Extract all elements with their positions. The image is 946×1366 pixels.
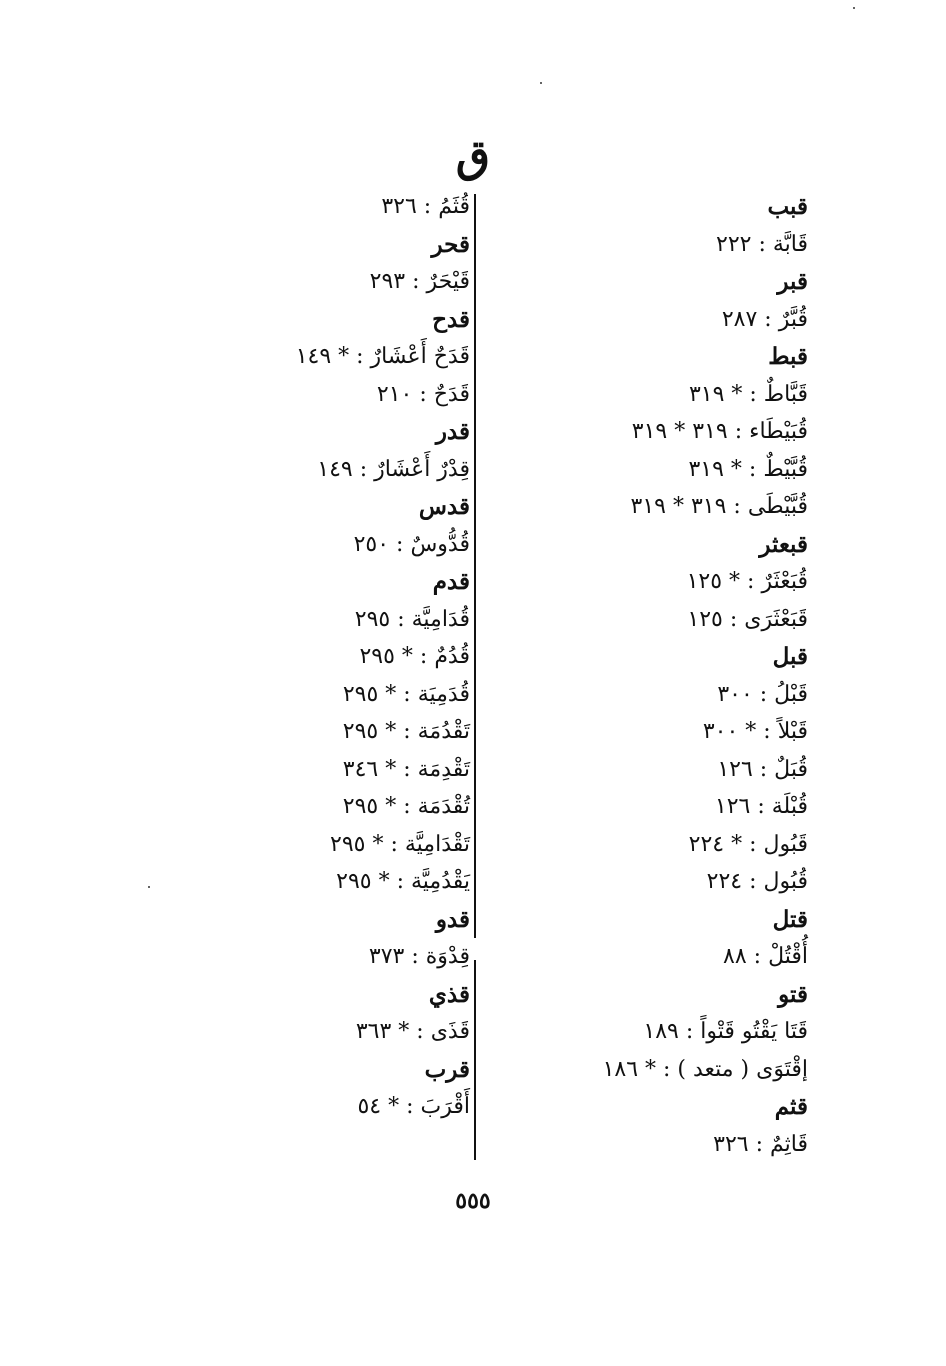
index-entry: قُدُّوسٌ : ٢٥٠ bbox=[353, 531, 470, 557]
index-entry: قَبْلاً : * ٣٠٠ bbox=[702, 719, 808, 744]
root-heading: قدم bbox=[432, 568, 470, 595]
index-entry: قُدَامِيَّة : ٢٩٥ bbox=[354, 606, 470, 632]
column-divider-upper bbox=[474, 194, 476, 938]
index-entry: أُقْتُلْ : ٨٨ bbox=[723, 944, 808, 969]
index-entry: قَدَحٌ : ٢١٠ bbox=[376, 381, 470, 407]
index-entry: تَقْدَامِيَّة : * ٢٩٥ bbox=[330, 831, 470, 857]
root-heading: قحر bbox=[431, 230, 470, 258]
index-column-left bbox=[170, 188, 470, 1126]
root-heading: قدو bbox=[435, 905, 470, 933]
index-entry: إقْتَوَى ( متعد ) : * ١٨٦ bbox=[602, 1056, 808, 1082]
index-entry: قِدْوَة : ٣٧٣ bbox=[368, 944, 470, 969]
root-heading: قدر bbox=[435, 418, 470, 445]
root-heading: قبر bbox=[777, 268, 808, 295]
index-entry: قُثَمُ : ٣٢٦ bbox=[381, 194, 470, 219]
index-entry: قُبُول : ٢٢٤ bbox=[706, 869, 808, 894]
index-entry: قُدَمِيَة : * ٢٩٥ bbox=[342, 681, 470, 707]
column-divider-lower bbox=[474, 960, 476, 1160]
root-heading: قتل bbox=[772, 905, 808, 933]
index-entry: قُبَّرٌ : ٢٨٧ bbox=[721, 306, 808, 332]
index-entry: قَتَا يَقْتُو قَتْواً : ١٨٩ bbox=[643, 1019, 808, 1044]
index-entry: يَقْدُمِيَّة : * ٢٩٥ bbox=[336, 869, 470, 894]
index-entry: تُقْدَمَة : * ٢٩٥ bbox=[342, 794, 470, 819]
index-entry: أَقْرَبَ : * ٥٤ bbox=[357, 1094, 470, 1119]
index-entry: تَقْدُمَة : * ٢٩٥ bbox=[342, 719, 470, 744]
root-heading: قثم bbox=[774, 1093, 808, 1120]
scan-speck bbox=[540, 82, 542, 84]
index-entry: قَدَحٌ أَعْشَارٌ : * ١٤٩ bbox=[295, 344, 470, 369]
index-entry: تَقْدِمَة : * ٣٤٦ bbox=[342, 756, 470, 782]
index-entry: قَبْلُ : ٣٠٠ bbox=[717, 681, 808, 707]
index-entry: قَبَّاطٌ : * ٣١٩ bbox=[688, 381, 808, 407]
index-entry: قِدْرٌ أَعْشَارٌ : ١٤٩ bbox=[317, 456, 470, 482]
index-entry: قَاثِمٌ : ٣٢٦ bbox=[713, 1131, 808, 1157]
index-entry: قُدُمٌ : * ٢٩٥ bbox=[359, 644, 470, 669]
root-heading: قتو bbox=[778, 980, 808, 1008]
scan-speck bbox=[148, 886, 150, 888]
root-heading: قبط bbox=[768, 343, 808, 370]
index-entry: قُبَّيْطٌ : * ٣١٩ bbox=[688, 456, 808, 482]
root-heading: قبعثر bbox=[759, 530, 808, 558]
root-heading: قذي bbox=[428, 980, 470, 1008]
index-entry: قُبَعْثَرٌ : * ١٢٥ bbox=[686, 569, 808, 594]
index-entry: قُبَّيْطَى : ٣١٩ * ٣١٩ bbox=[630, 494, 808, 519]
index-entry: قُبَلٌ : ١٢٦ bbox=[717, 756, 808, 782]
index-entry: قَبُول : * ٢٢٤ bbox=[688, 831, 808, 857]
index-entry: قُبْلَة : ١٢٦ bbox=[714, 794, 808, 819]
index-column-right bbox=[508, 188, 808, 1163]
root-heading: قدس bbox=[418, 493, 470, 520]
root-heading: قبب bbox=[767, 193, 808, 220]
index-entry: قَذَى : * ٣٦٣ bbox=[355, 1019, 470, 1044]
page-number: ٥٥٥ bbox=[455, 1188, 491, 1214]
index-entry: قَيْحَرٌ : ٢٩٣ bbox=[369, 269, 470, 294]
index-entry: قُبَيْطَاء : ٣١٩ * ٣١٩ bbox=[631, 419, 808, 444]
scan-speck bbox=[853, 7, 855, 9]
section-letter-heading: ق bbox=[455, 131, 491, 182]
index-entry: قَبَعْثَرَى : ١٢٥ bbox=[687, 606, 808, 632]
root-heading: قرب bbox=[424, 1055, 470, 1083]
root-heading: قبل bbox=[772, 643, 808, 670]
index-entry: قَابَّة : ٢٢٢ bbox=[716, 231, 808, 257]
root-heading: قدح bbox=[432, 305, 470, 333]
